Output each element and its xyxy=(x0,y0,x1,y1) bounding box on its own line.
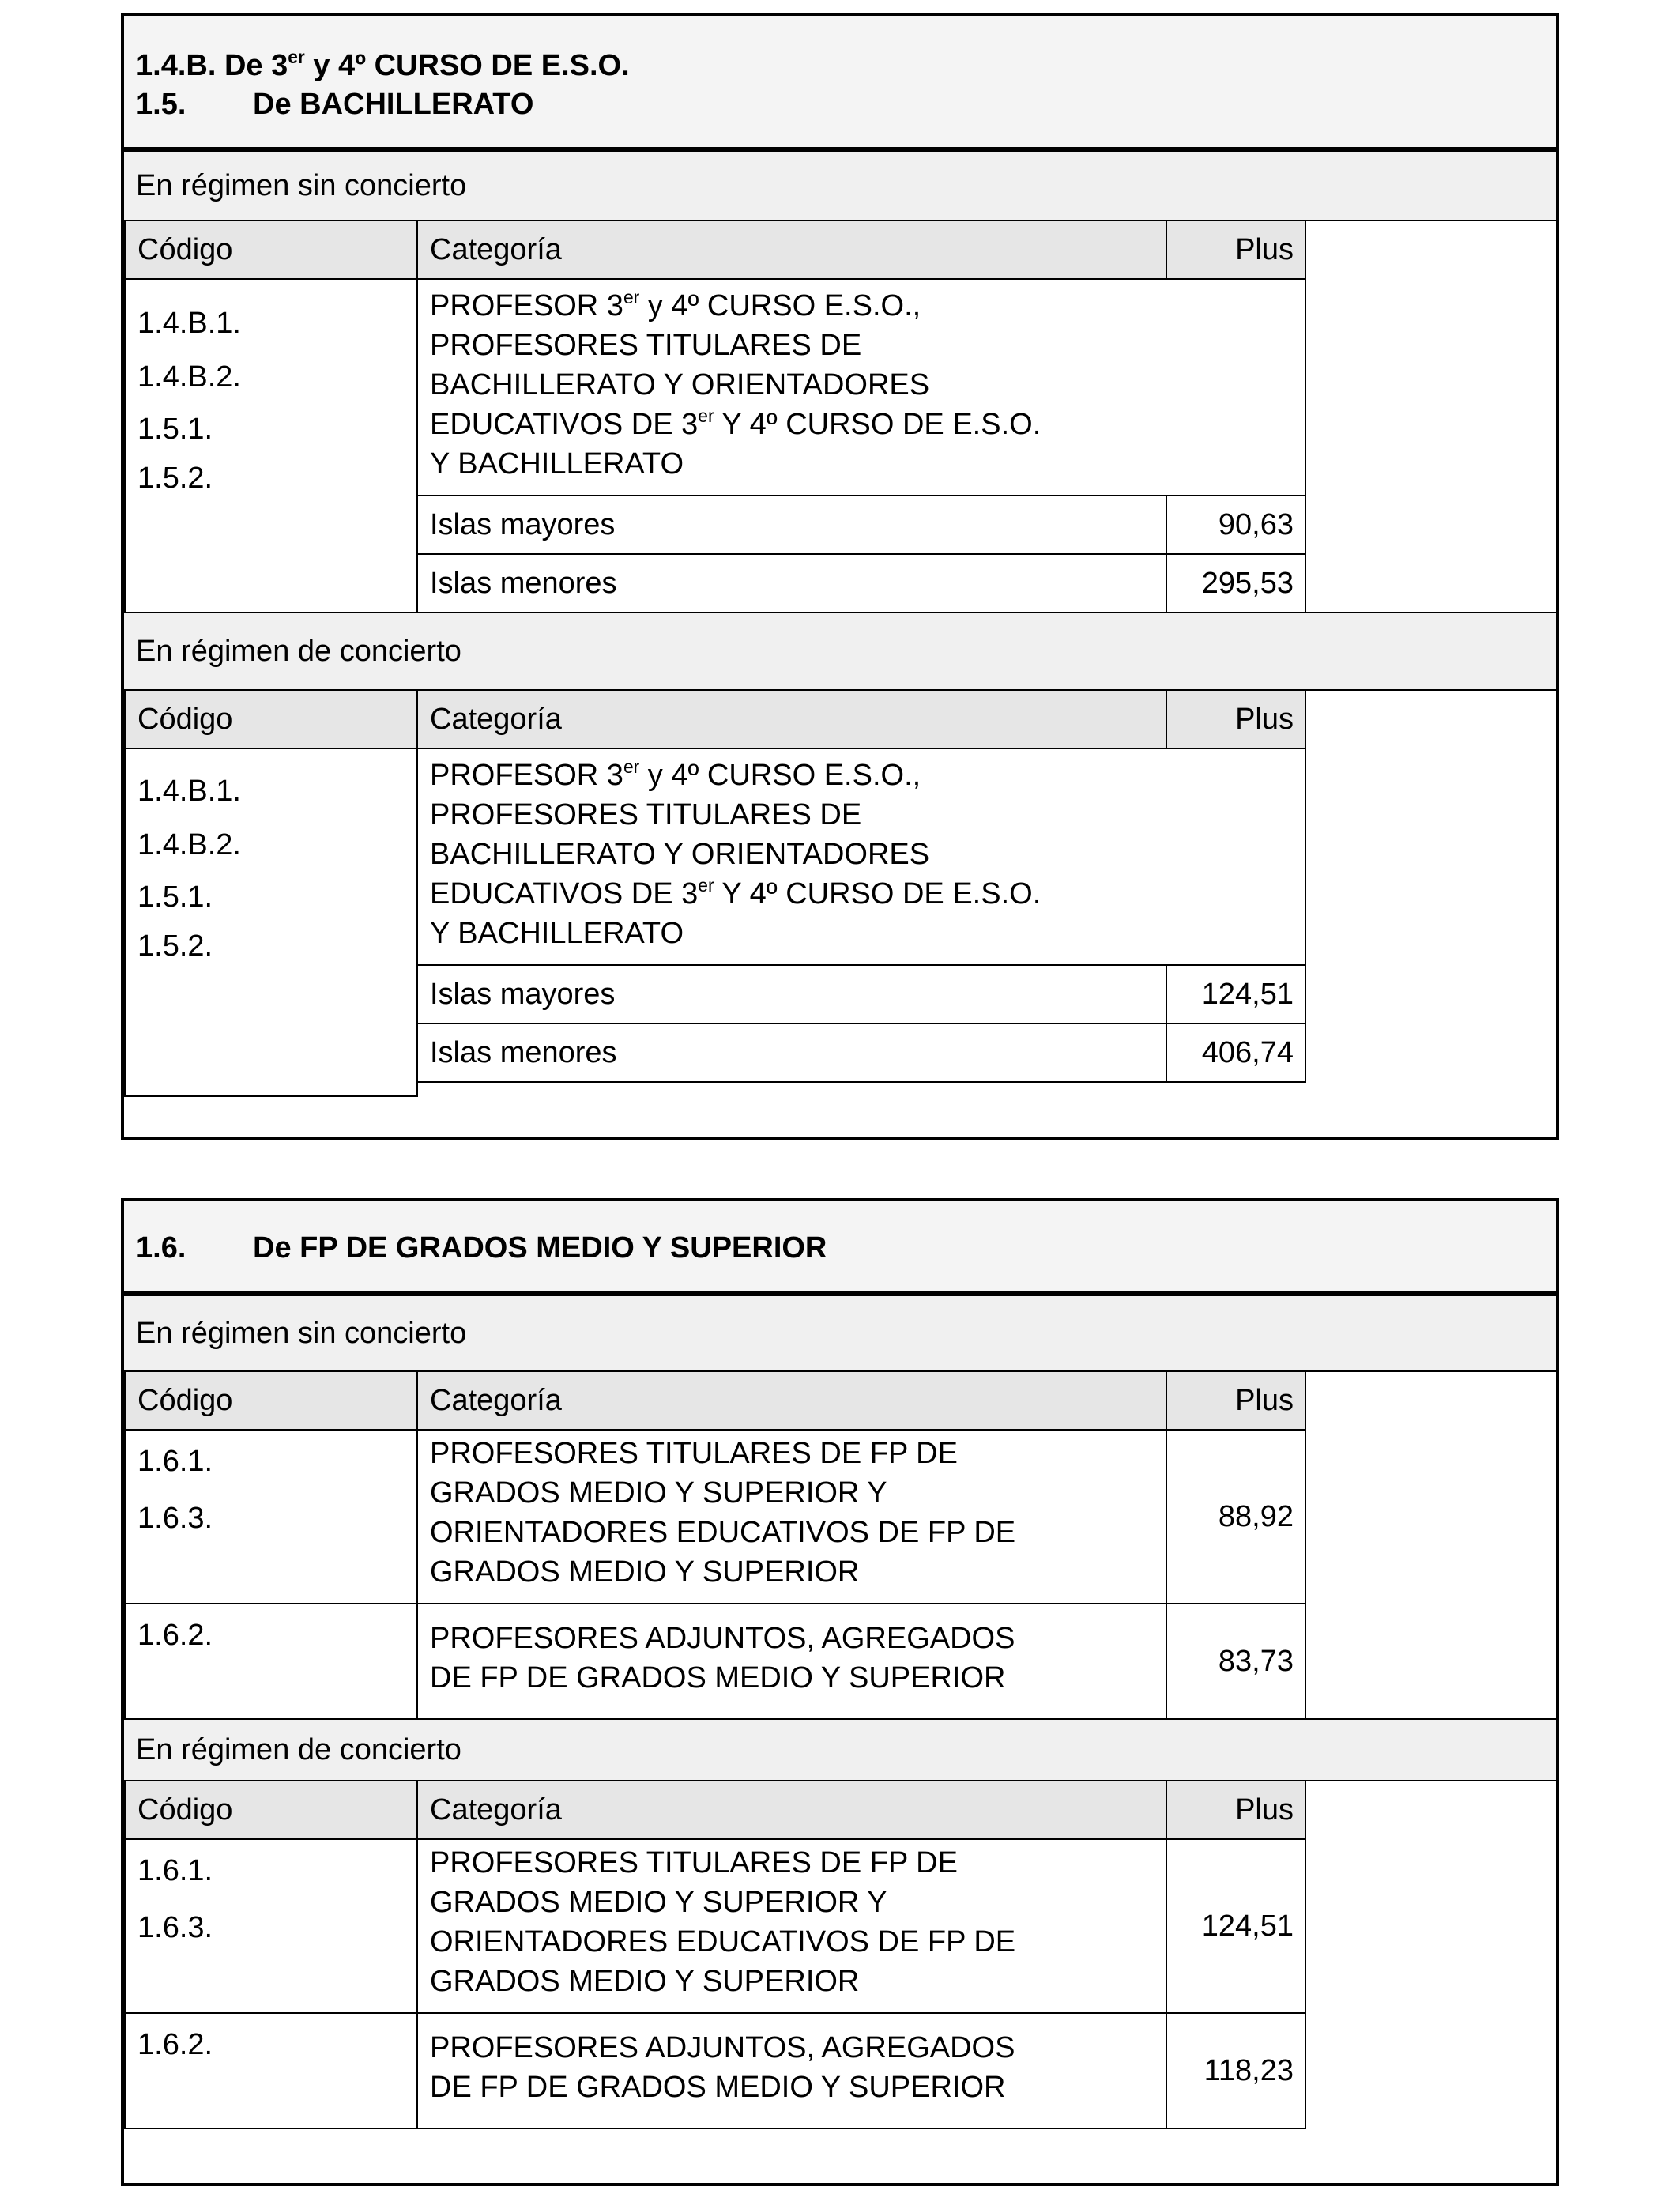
text: EDUCATIVOS DE 3 xyxy=(430,877,699,910)
category-line: Y BACHILLERATO xyxy=(430,447,684,481)
code: 1.6.3. xyxy=(137,1911,213,1944)
column-header-code: Código xyxy=(124,689,418,749)
code: 1.5.2. xyxy=(137,462,213,495)
superscript: er xyxy=(698,405,714,427)
regime-band: En régimen de concierto xyxy=(124,612,1556,691)
category-line: PROFESORES TITULARES DE FP DE xyxy=(430,1846,958,1879)
category-line: GRADOS MEDIO Y SUPERIOR Y xyxy=(430,1476,887,1510)
code: 1.6.1. xyxy=(137,1445,213,1478)
text: PROFESOR 3 xyxy=(430,759,623,792)
superscript: er xyxy=(698,875,714,896)
category-line xyxy=(430,756,1305,795)
column-header-plus: Plus xyxy=(1166,1370,1306,1431)
category-line: PROFESORES TITULARES DE FP DE xyxy=(430,1437,958,1470)
category-line: BACHILLERATO Y ORIENTADORES xyxy=(430,368,930,401)
section-1-4b-bachillerato xyxy=(121,13,1559,1140)
code: 1.5.2. xyxy=(137,929,213,963)
column-header-plus: Plus xyxy=(1166,1780,1306,1840)
section-number: 1.6. xyxy=(136,1231,186,1265)
column-header-code: Código xyxy=(124,1780,418,1840)
category-line: PROFESORES ADJUNTOS, AGREGADOS xyxy=(430,1622,1015,1655)
plus-value: 124,51 xyxy=(1166,964,1306,1024)
category-cell xyxy=(416,278,1306,496)
code-cell xyxy=(124,1603,418,1720)
plus-value: 88,92 xyxy=(1166,1429,1306,1604)
section-1-title-line-2 xyxy=(136,89,533,119)
category-line: DE FP DE GRADOS MEDIO Y SUPERIOR xyxy=(430,1661,1006,1695)
category-line: GRADOS MEDIO Y SUPERIOR xyxy=(430,1965,860,1998)
category-line: Y BACHILLERATO xyxy=(430,917,684,950)
code: 1.4.B.2. xyxy=(137,828,241,861)
code: 1.4.B.1. xyxy=(137,307,241,340)
section-number: 1.5. xyxy=(136,88,186,121)
text: Y 4º CURSO DE E.S.O. xyxy=(714,877,1042,910)
text: EDUCATIVOS DE 3 xyxy=(430,408,699,441)
column-header-code: Código xyxy=(124,220,418,280)
superscript: er xyxy=(623,756,640,778)
category-line: ORIENTADORES EDUCATIVOS DE FP DE xyxy=(430,1925,1016,1958)
category-cell xyxy=(416,2012,1167,2129)
column-header-category: Categoría xyxy=(416,1780,1167,1840)
category-line: PROFESORES ADJUNTOS, AGREGADOS xyxy=(430,2031,1015,2064)
code: 1.5.1. xyxy=(137,413,213,446)
regime-band: En régimen sin concierto xyxy=(124,1295,1556,1372)
category-cell xyxy=(416,1838,1167,2014)
island-label: Islas menores xyxy=(416,1023,1167,1083)
column-header-plus: Plus xyxy=(1166,689,1306,749)
section-1-header xyxy=(124,16,1556,150)
island-label: Islas mayores xyxy=(416,964,1167,1024)
plus-value: 90,63 xyxy=(1166,495,1306,555)
text: y 4º CURSO E.S.O., xyxy=(639,289,921,322)
plus-value: 118,23 xyxy=(1166,2012,1306,2129)
category-line: GRADOS MEDIO Y SUPERIOR Y xyxy=(430,1886,887,1919)
column-header-category: Categoría xyxy=(416,689,1167,749)
title-text: y 4º CURSO DE E.S.O. xyxy=(304,49,630,82)
code: 1.4.B.1. xyxy=(137,775,241,808)
code: 1.5.1. xyxy=(137,880,213,914)
code: 1.6.2. xyxy=(137,2028,213,2061)
category-line: PROFESORES TITULARES DE xyxy=(430,329,862,362)
category-line: GRADOS MEDIO Y SUPERIOR xyxy=(430,1555,860,1589)
superscript: er xyxy=(623,287,640,308)
category-cell xyxy=(416,1603,1167,1720)
plus-value: 124,51 xyxy=(1166,1838,1306,2014)
category-line xyxy=(430,286,1305,326)
section-2-header xyxy=(124,1201,1556,1295)
text: PROFESOR 3 xyxy=(430,289,623,322)
code-cell xyxy=(124,278,418,631)
plus-value: 295,53 xyxy=(1166,553,1306,613)
code-cell xyxy=(124,2012,418,2129)
section-1-title-line-1 xyxy=(136,47,630,82)
code-cell xyxy=(124,1838,418,2014)
regime-band: En régimen de concierto xyxy=(124,1718,1556,1781)
plus-value: 406,74 xyxy=(1166,1023,1306,1083)
code: 1.4.B.2. xyxy=(137,360,241,394)
column-header-category: Categoría xyxy=(416,220,1167,280)
text: Y 4º CURSO DE E.S.O. xyxy=(714,408,1042,441)
category-line: DE FP DE GRADOS MEDIO Y SUPERIOR xyxy=(430,2071,1006,2104)
column-header-plus: Plus xyxy=(1166,220,1306,280)
title-text: 1.4.B. De 3 xyxy=(136,49,288,82)
plus-value: 83,73 xyxy=(1166,1603,1306,1720)
code-cell xyxy=(124,748,418,1097)
category-line xyxy=(430,874,1305,914)
category-line: BACHILLERATO Y ORIENTADORES xyxy=(430,838,930,871)
section-1-6-fp xyxy=(121,1198,1559,2186)
category-cell xyxy=(416,1429,1167,1604)
title-text: De FP DE GRADOS MEDIO Y SUPERIOR xyxy=(253,1231,827,1265)
code: 1.6.3. xyxy=(137,1502,213,1535)
category-cell xyxy=(416,748,1306,966)
category-line xyxy=(430,405,1305,444)
superscript: er xyxy=(288,47,305,68)
code-cell xyxy=(124,1429,418,1604)
category-line: PROFESORES TITULARES DE xyxy=(430,798,862,831)
island-label: Islas mayores xyxy=(416,495,1167,555)
island-label: Islas menores xyxy=(416,553,1167,613)
category-line: ORIENTADORES EDUCATIVOS DE FP DE xyxy=(430,1516,1016,1549)
regime-band: En régimen sin concierto xyxy=(124,150,1556,221)
column-header-code: Código xyxy=(124,1370,418,1431)
section-2-title xyxy=(136,1233,827,1263)
code: 1.6.2. xyxy=(137,1619,213,1652)
text: y 4º CURSO E.S.O., xyxy=(639,759,921,792)
column-header-category: Categoría xyxy=(416,1370,1167,1431)
code: 1.6.1. xyxy=(137,1854,213,1887)
title-text: De BACHILLERATO xyxy=(253,88,534,121)
